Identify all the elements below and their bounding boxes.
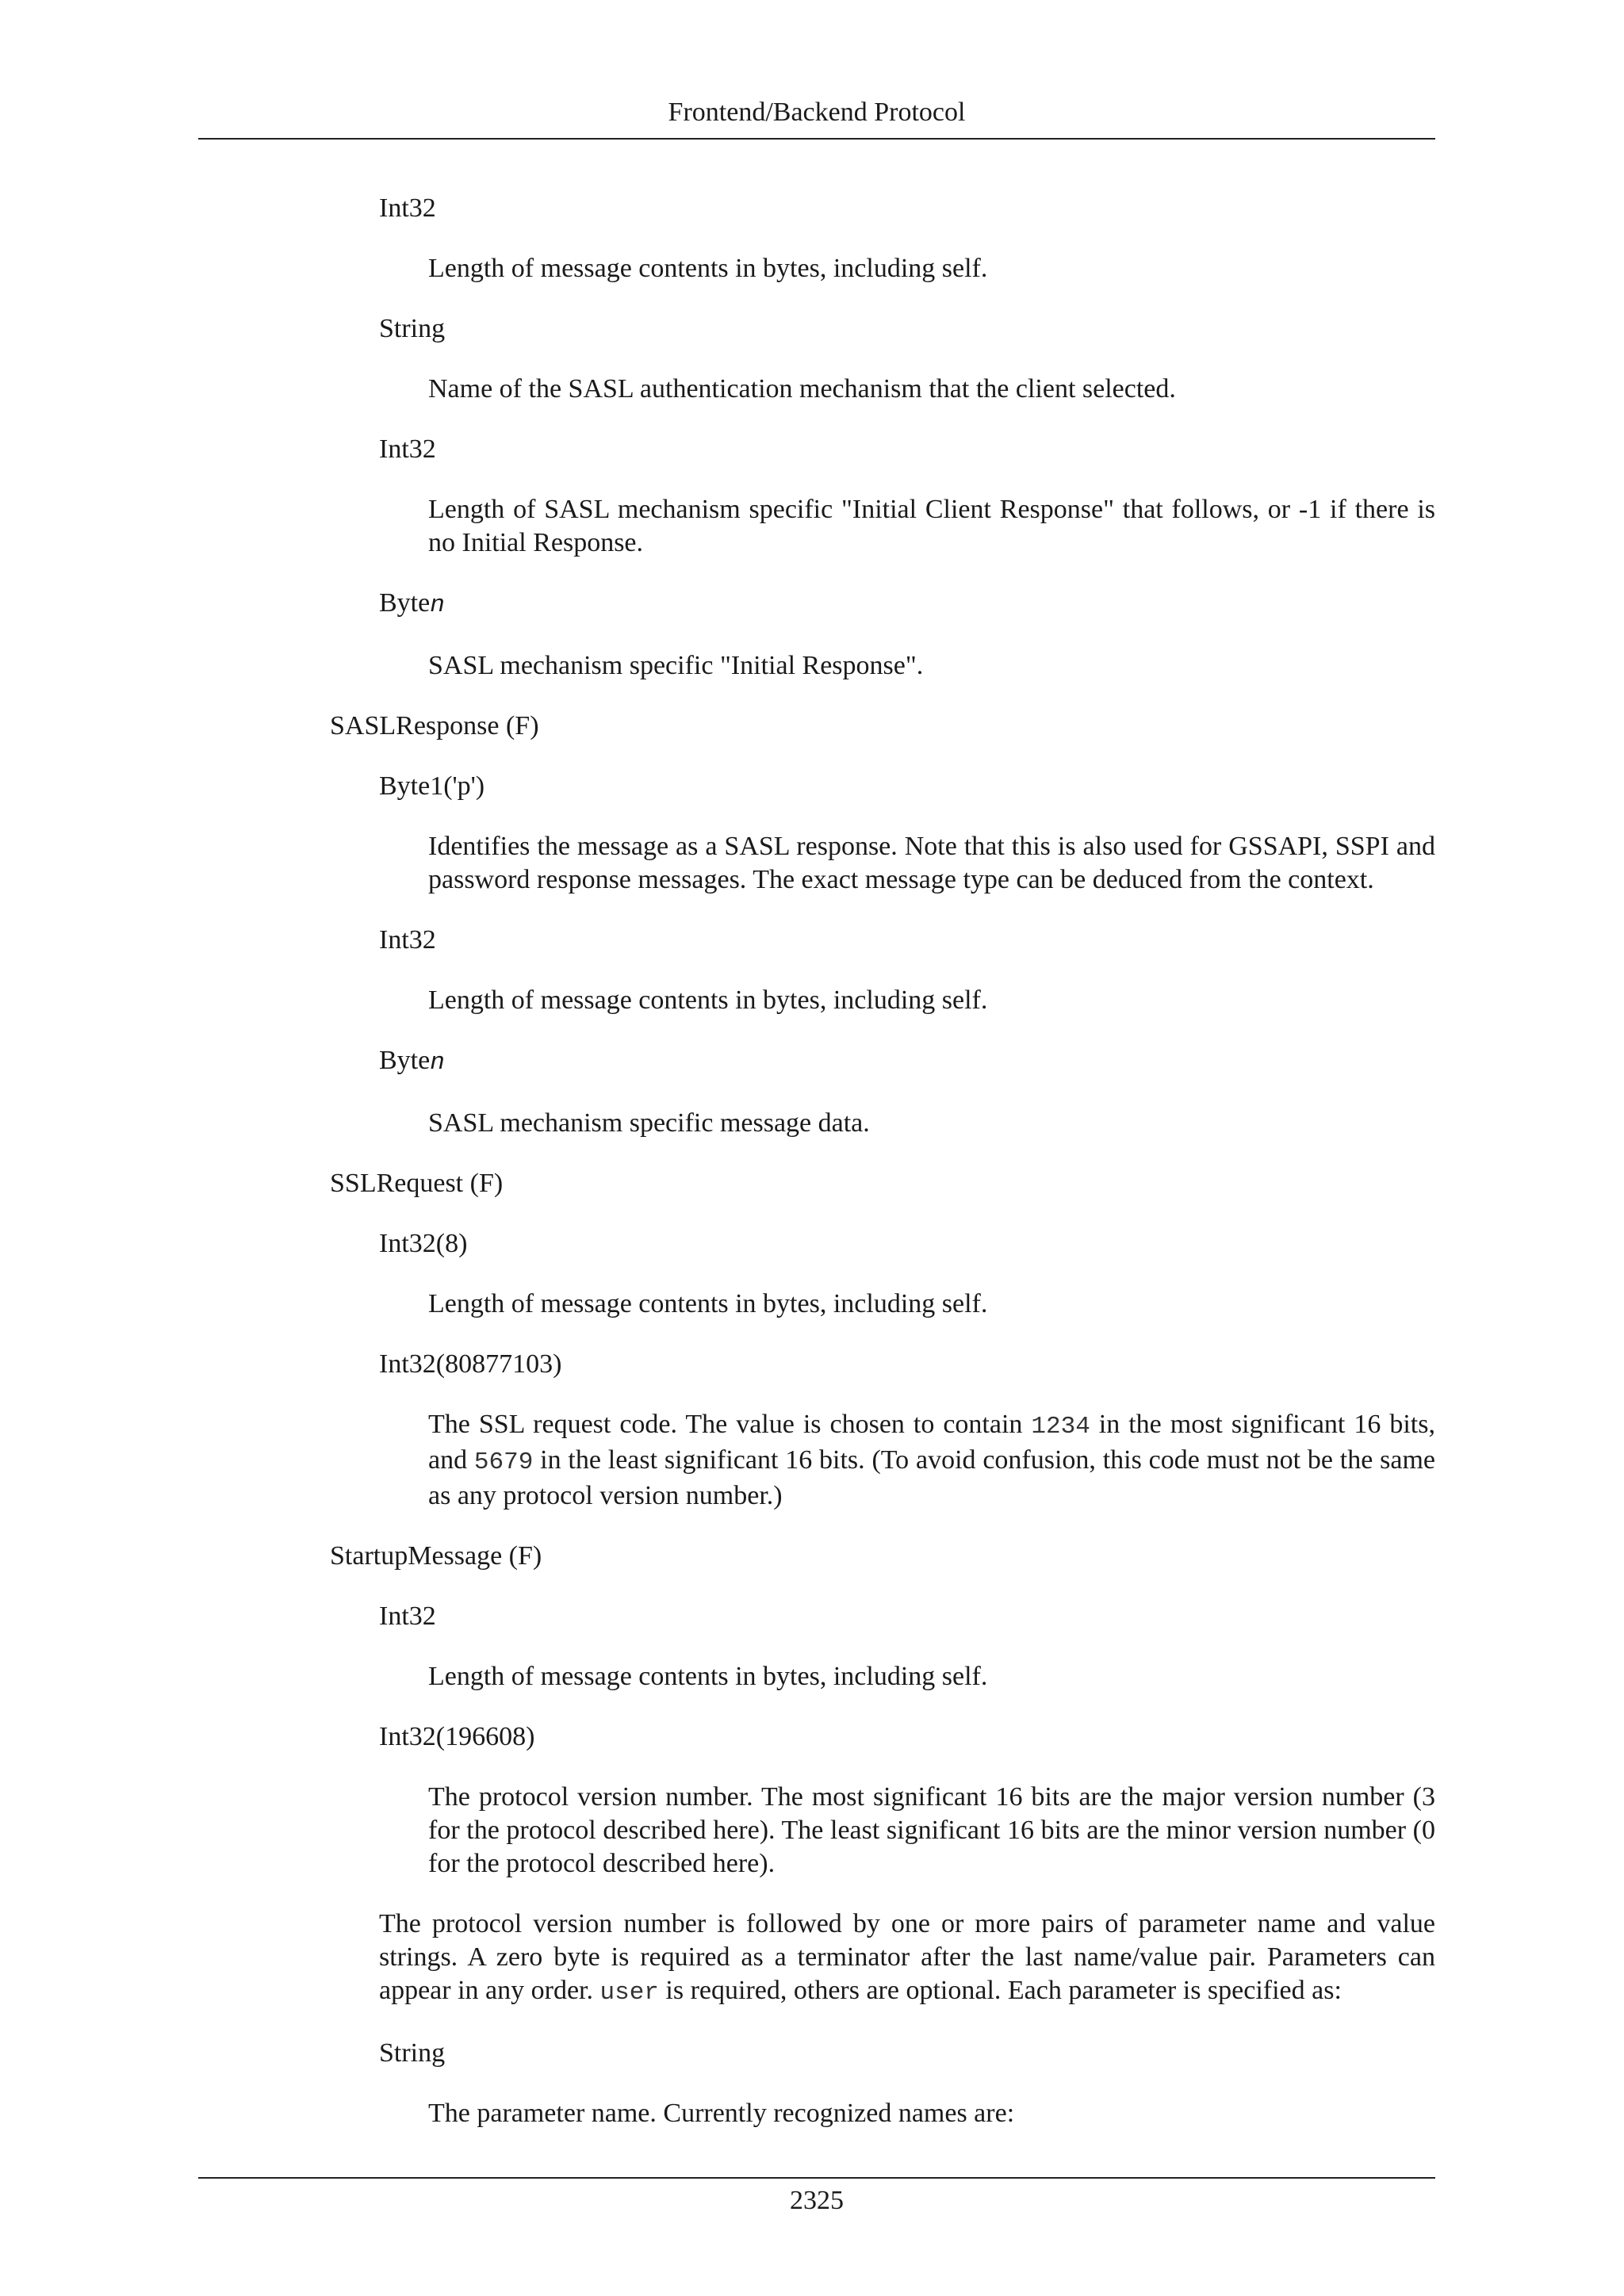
para-text: The protocol version number is followed by one or more pairs of parameter name and value strings. A zero byte is required as a terminator after the last name/value pair. Parameters can appear in any order. [379, 1909, 1435, 2005]
field-type-variable: n [430, 1049, 445, 1077]
field-description: Length of message contents in bytes, including self. [428, 254, 988, 283]
inline-code: 1234 [1031, 1413, 1090, 1441]
field-type: Int32 [379, 1601, 436, 1631]
field-type: Int32(80877103) [379, 1349, 562, 1379]
para-text: is required, others are optional. Each parameter is specified as: [658, 1976, 1342, 2005]
field-type: Int32 [379, 434, 436, 464]
field-description: Identifies the message as a SASL response. Note that this is also used for GSSAPI, SSPI and password response messages. The exact message type can be deduced from the context. [428, 832, 1435, 894]
message-name: SASLResponse (F) [330, 711, 539, 740]
field-type [379, 587, 1435, 622]
field-type-text: Byte [379, 588, 431, 618]
field-description: Length of message contents in bytes, including self. [428, 1662, 988, 1691]
message-name: StartupMessage (F) [330, 1541, 542, 1571]
field-description: The parameter name. Currently recognized names are: [428, 2099, 1015, 2128]
field-type: String [379, 2038, 446, 2068]
field-description: The protocol version number. The most significant 16 bits are the major version number (3 for the protocol described here). The least significant 16 bits are the minor version number (0 for the protocol described here). [428, 1782, 1435, 1878]
field-type: Int32(8) [379, 1229, 468, 1258]
page-content [0, 192, 1624, 2157]
field-type-variable: n [430, 591, 445, 619]
field-description: SASL mechanism specific message data. [428, 1108, 870, 1138]
header-rule [198, 138, 1435, 140]
message-name: SSLRequest (F) [330, 1169, 504, 1198]
field-type: Byte1('p') [379, 771, 485, 801]
field-description [428, 1408, 1435, 1513]
body-paragraph [379, 1908, 1435, 2010]
running-header: Frontend/Backend Protocol [668, 98, 966, 127]
page-number: 2325 [790, 2186, 844, 2215]
field-description: Length of message contents in bytes, including self. [428, 985, 988, 1015]
field-type: Int32(196608) [379, 1722, 535, 1751]
field-description: Length of message contents in bytes, including self. [428, 1289, 988, 1318]
field-type-text: Byte [379, 1046, 431, 1075]
field-description: Name of the SASL authentication mechanism that the client selected. [428, 374, 1176, 404]
desc-text: in the least significant 16 bits. (To avoid confusion, this code must not be the same as any protocol version number.) [428, 1445, 1435, 1510]
field-description: Length of SASL mechanism specific "Initial Client Response" that follows, or -1 if there is no Initial Response. [428, 495, 1435, 557]
desc-text: in the most significant 16 bits, and [428, 1410, 1435, 1475]
field-type: String [379, 314, 446, 343]
field-type [379, 1044, 1435, 1080]
footer-rule [198, 2177, 1435, 2179]
desc-text: The SSL request code. The value is chosen to contain [428, 1410, 1032, 1439]
inline-code: user [599, 1979, 659, 2007]
field-description: SASL mechanism specific "Initial Response". [428, 651, 924, 680]
field-type: Int32 [379, 193, 436, 223]
inline-code: 5679 [473, 1448, 534, 1476]
field-type: Int32 [379, 925, 436, 955]
